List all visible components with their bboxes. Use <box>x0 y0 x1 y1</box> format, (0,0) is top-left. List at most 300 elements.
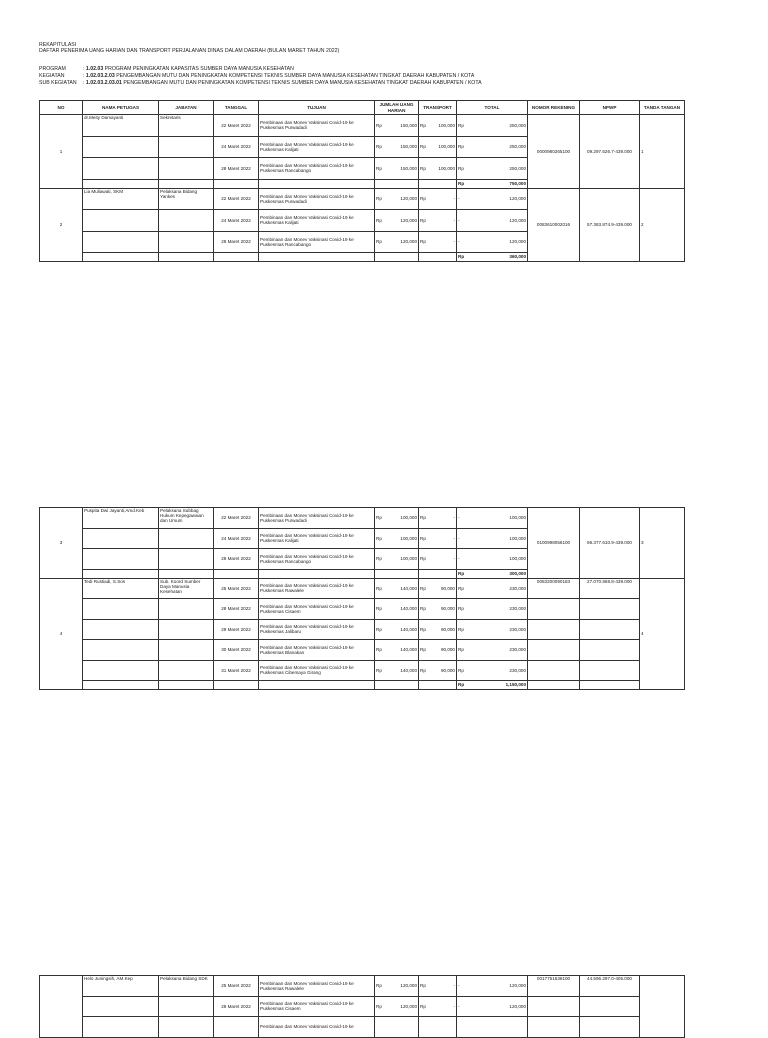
tax-id-npwp <box>580 1017 640 1038</box>
table-row <box>40 578 685 599</box>
position-title <box>159 549 214 570</box>
account-number <box>528 1017 580 1038</box>
position-title: Pelaksana Bidang Yankes <box>159 188 214 210</box>
amount: - <box>453 515 455 521</box>
trip-destination <box>259 253 375 262</box>
trip-destination <box>259 569 375 578</box>
tax-id-npwp <box>580 660 640 681</box>
trip-destination <box>259 179 375 188</box>
account-number <box>528 996 580 1017</box>
trip-date: 25 Maret 2022 <box>214 976 259 997</box>
currency-label: Rp <box>420 122 426 128</box>
currency-label: Rp <box>458 144 464 150</box>
officer-name <box>83 640 159 661</box>
tax-id-npwp: 09.297.526.7-439.000 <box>580 115 640 189</box>
signature-cell: 4 <box>640 578 685 690</box>
amount: 250,000 <box>509 144 526 150</box>
amount: 360,000 <box>509 254 526 260</box>
amount: 120,000 <box>509 196 526 202</box>
meta-label: PROGRAM <box>39 66 66 72</box>
signature-cell: 3 <box>640 508 685 579</box>
amount: 120,000 <box>400 983 417 989</box>
transport-amount <box>419 136 457 158</box>
currency-label: Rp <box>458 606 464 612</box>
amount: - <box>453 535 455 541</box>
trip-destination: Pembinaan dan Monev Vaksinasi Covid-19 ke Puskesmas Purwadadi <box>259 508 375 529</box>
amount: 120,000 <box>509 1003 526 1009</box>
transport-amount <box>419 210 457 232</box>
column-header: JUMLAH UANG HARIAN <box>375 101 419 115</box>
amount: 120,000 <box>509 983 526 989</box>
daily-allowance <box>375 210 419 232</box>
tax-id-npwp <box>580 599 640 620</box>
officer-name <box>83 549 159 570</box>
daily-allowance <box>375 996 419 1017</box>
daily-allowance <box>375 660 419 681</box>
trip-date: 24 Maret 2022 <box>214 528 259 549</box>
position-title <box>159 619 214 640</box>
amount: 90,000 <box>440 606 455 612</box>
trip-date: 29 Maret 2022 <box>214 619 259 640</box>
doc-title: REKAPITULASI <box>39 42 77 48</box>
column-header: TRANSPORT <box>419 101 457 115</box>
amount: 300,000 <box>509 570 526 576</box>
daily-allowance <box>375 253 419 262</box>
amount: 140,000 <box>400 647 417 653</box>
currency-label: Rp <box>458 682 465 688</box>
position-title <box>159 179 214 188</box>
daily-allowance <box>375 136 419 158</box>
amount: 100,000 <box>509 535 526 541</box>
amount: - <box>453 556 455 562</box>
daily-allowance <box>375 599 419 620</box>
amount: 150,000 <box>400 144 417 150</box>
column-header: NPWP <box>580 101 640 115</box>
officer-name <box>83 210 159 232</box>
table-row <box>40 996 685 1017</box>
trip-destination: Pembinaan dan Monev Vaksinasi Covid-19 ke Puskesmas Cisaem <box>259 996 375 1017</box>
subtotal-row <box>40 681 685 690</box>
meta-subkegiatan <box>39 80 482 86</box>
currency-label: Rp <box>458 122 464 128</box>
trip-total <box>457 640 528 661</box>
amount: 140,000 <box>400 667 417 673</box>
transport-amount <box>419 1017 457 1038</box>
meta-sep: : <box>83 73 86 79</box>
currency-label: Rp <box>376 144 382 150</box>
amount: 150,000 <box>400 165 417 171</box>
trip-total <box>457 1017 528 1038</box>
row-number: 4 <box>40 578 83 690</box>
meta-code: 1.02.03 <box>85 66 104 72</box>
account-number: 0000980265100 <box>528 115 580 189</box>
account-number: 0083610002016 <box>528 188 580 262</box>
currency-label: Rp <box>458 570 465 576</box>
subtotal-amount <box>457 253 528 262</box>
trip-total <box>457 976 528 997</box>
tax-id-npwp: 44.596.297.0-405.000 <box>580 976 640 997</box>
daily-allowance <box>375 188 419 210</box>
transport-amount <box>419 578 457 599</box>
tax-id-npwp: 27.070.868.8-439.000 <box>580 578 640 599</box>
row-number: 3 <box>40 508 83 579</box>
account-number: 0083200090183 <box>528 578 580 599</box>
currency-label: Rp <box>420 667 426 673</box>
table-row <box>40 188 685 210</box>
transport-amount <box>419 528 457 549</box>
officer-name <box>83 1017 159 1038</box>
daily-allowance <box>375 619 419 640</box>
transport-amount <box>419 569 457 578</box>
currency-label: Rp <box>420 983 426 989</box>
trip-total <box>457 115 528 137</box>
daily-allowance <box>375 231 419 253</box>
amount: 230,000 <box>509 647 526 653</box>
trip-date: 24 Maret 2022 <box>214 136 259 158</box>
trip-date: 28 Maret 2022 <box>214 599 259 620</box>
daily-allowance <box>375 578 419 599</box>
row-number: 1 <box>40 115 83 189</box>
officer-name: Helo Juningsih, AM.Kep <box>83 976 159 997</box>
currency-label: Rp <box>458 667 464 673</box>
amount: 90,000 <box>440 647 455 653</box>
amount: 100,000 <box>438 144 455 150</box>
amount: 140,000 <box>400 626 417 632</box>
meta-program <box>39 66 294 72</box>
officer-name: Puspita Dwi Jayanti,Amd.Keb <box>83 508 159 529</box>
position-title <box>159 528 214 549</box>
amount: 150,000 <box>400 122 417 128</box>
row-number: 2 <box>40 188 83 262</box>
trip-destination: Pembinaan dan Monev Vaksinasi Covid-19 ke Puskesmas Cisaem <box>259 599 375 620</box>
daily-allowance <box>375 115 419 137</box>
transport-amount <box>419 253 457 262</box>
position-title <box>159 231 214 253</box>
tax-id-npwp <box>580 619 640 640</box>
position-title <box>159 253 214 262</box>
trip-destination: Pembinaan dan Monev Vaksinasi Covid-19 ke Puskesmas Rancabango <box>259 158 375 180</box>
officer-name <box>83 569 159 578</box>
officer-name <box>83 136 159 158</box>
recap-table <box>39 975 685 1038</box>
currency-label: Rp <box>376 515 382 521</box>
daily-allowance <box>375 569 419 578</box>
amount: 140,000 <box>400 606 417 612</box>
amount: 120,000 <box>509 217 526 223</box>
transport-amount <box>419 619 457 640</box>
currency-label: Rp <box>376 626 382 632</box>
daily-allowance <box>375 640 419 661</box>
table-row <box>40 976 685 997</box>
currency-label: Rp <box>420 535 426 541</box>
tax-id-npwp <box>580 681 640 690</box>
currency-label: Rp <box>458 647 464 653</box>
trip-total <box>457 188 528 210</box>
amount: 230,000 <box>509 626 526 632</box>
currency-label: - <box>458 556 460 562</box>
position-title: Pelaksana Bidang SDK <box>159 976 214 997</box>
currency-label: Rp <box>420 217 426 223</box>
transport-amount <box>419 549 457 570</box>
amount: 120,000 <box>400 239 417 245</box>
currency-label: Rp <box>420 196 426 202</box>
meta-label: KEGIATAN <box>39 73 65 79</box>
currency-label: Rp <box>420 606 426 612</box>
officer-name <box>83 660 159 681</box>
officer-name <box>83 681 159 690</box>
currency-label: Rp <box>376 983 382 989</box>
subtotal-amount <box>457 569 528 578</box>
position-title <box>159 599 214 620</box>
meta-sep: : <box>83 66 86 72</box>
position-title <box>159 640 214 661</box>
amount: 100,000 <box>509 556 526 562</box>
position-title: Sub. Koord Sumber Daya Manusia Kesehatan <box>159 578 214 599</box>
meta-code: 1.02.03.2.03 <box>85 73 115 79</box>
trip-date: 22 Maret 2022 <box>214 188 259 210</box>
currency-label: Rp <box>376 556 382 562</box>
transport-amount <box>419 640 457 661</box>
position-title: Pelaksana Subbag Hukum Kepegawaian dan Umum <box>159 508 214 529</box>
column-header: TANDA TANGAN <box>640 101 685 115</box>
trip-date: 22 Maret 2022 <box>214 115 259 137</box>
trip-total <box>457 619 528 640</box>
trip-total <box>457 508 528 529</box>
officer-name <box>83 253 159 262</box>
currency-label: Rp <box>420 165 426 171</box>
tax-id-npwp: 96.377.610.9-439.000 <box>580 508 640 579</box>
daily-allowance <box>375 158 419 180</box>
trip-total <box>457 996 528 1017</box>
column-header: NAMA PETUGAS <box>83 101 159 115</box>
daily-allowance <box>375 681 419 690</box>
amount: 120,000 <box>509 239 526 245</box>
currency-label: Rp <box>376 1003 382 1009</box>
amount: 230,000 <box>509 585 526 591</box>
daily-allowance <box>375 976 419 997</box>
meta-text: PROGRAM PENINGKATAN KAPASITAS SUMBER DAYA MANUSIA KESEHATAN <box>103 66 294 72</box>
column-header: NOMOR REKENING <box>528 101 580 115</box>
account-number <box>528 681 580 690</box>
amount: 140,000 <box>400 585 417 591</box>
transport-amount <box>419 976 457 997</box>
trip-date: 22 Maret 2022 <box>214 508 259 529</box>
trip-date: 28 Maret 2022 <box>214 996 259 1017</box>
currency-label: Rp <box>420 626 426 632</box>
tax-id-npwp: 57.363.874.9-439.000 <box>580 188 640 262</box>
trip-total <box>457 599 528 620</box>
amount: 90,000 <box>440 626 455 632</box>
amount: 750,000 <box>509 180 526 186</box>
currency-label: Rp <box>458 180 465 186</box>
officer-name: Tedi Rustiadi, S.Sos <box>83 578 159 599</box>
meta-kegiatan <box>39 73 474 79</box>
column-header: TOTAL <box>457 101 528 115</box>
position-title <box>159 660 214 681</box>
officer-name <box>83 158 159 180</box>
currency-label: Rp <box>420 239 426 245</box>
account-number: 0017751638100 <box>528 976 580 997</box>
transport-amount <box>419 115 457 137</box>
officer-name <box>83 231 159 253</box>
trip-destination: Pembinaan dan Monev Vaksinasi Covid-19 ke Puskesmas Rancabango <box>259 549 375 570</box>
currency-label: Rp <box>376 647 382 653</box>
amount: - <box>453 239 455 245</box>
amount: 250,000 <box>509 122 526 128</box>
daily-allowance <box>375 549 419 570</box>
trip-destination: Pembinaan dan Monev Vaksinasi Covid-19 ke Puskesmas Kalijati <box>259 210 375 232</box>
tax-id-npwp <box>580 996 640 1017</box>
trip-total <box>457 528 528 549</box>
currency-label: - <box>458 983 460 989</box>
position-title <box>159 210 214 232</box>
officer-name: dr.Meity Damayanti <box>83 115 159 137</box>
transport-amount <box>419 681 457 690</box>
officer-name <box>83 179 159 188</box>
amount: - <box>453 1003 455 1009</box>
amount: - <box>453 196 455 202</box>
amount: 120,000 <box>400 217 417 223</box>
trip-destination: Pembinaan dan Monev Vaksinasi Covid-19 ke <box>259 1017 375 1038</box>
trip-total <box>457 660 528 681</box>
amount: 100,000 <box>400 515 417 521</box>
transport-amount <box>419 231 457 253</box>
position-title <box>159 996 214 1017</box>
trip-destination: Pembinaan dan Monev Vaksinasi Covid-19 ke Puskesmas Rawalele <box>259 976 375 997</box>
amount: - <box>453 217 455 223</box>
column-header: JABATAN <box>159 101 214 115</box>
officer-name <box>83 528 159 549</box>
daily-allowance <box>375 528 419 549</box>
meta-label: SUB KEGIATAN <box>39 80 77 86</box>
trip-date <box>214 179 259 188</box>
amount: 90,000 <box>440 667 455 673</box>
currency-label: Rp <box>420 647 426 653</box>
trip-date: 28 Maret 2022 <box>214 549 259 570</box>
trip-destination: Pembinaan dan Monev Vaksinasi Covid-19 ke Puskesmas Kalijati <box>259 528 375 549</box>
currency-label: Rp <box>376 239 382 245</box>
amount: 230,000 <box>509 667 526 673</box>
table-row <box>40 1017 685 1038</box>
currency-label: - <box>458 1003 460 1009</box>
trip-destination: Pembinaan dan Monev Vaksinasi Covid-19 ke Puskesmas Jalibaru <box>259 619 375 640</box>
transport-amount <box>419 158 457 180</box>
column-header: TUJUAN <box>259 101 375 115</box>
trip-destination: Pembinaan dan Monev Vaksinasi Covid-19 ke Puskesmas Rancabango <box>259 231 375 253</box>
officer-name <box>83 996 159 1017</box>
currency-label: Rp <box>420 515 426 521</box>
position-title: Sekretaris <box>159 115 214 137</box>
currency-label: Rp <box>458 165 464 171</box>
currency-label: Rp <box>376 667 382 673</box>
trip-date <box>214 1017 259 1038</box>
recap-table <box>39 100 685 262</box>
signature-cell <box>640 976 685 1038</box>
daily-allowance <box>375 1017 419 1038</box>
amount: 120,000 <box>400 1003 417 1009</box>
table-row <box>40 640 685 661</box>
trip-total <box>457 158 528 180</box>
column-header: NO <box>40 101 83 115</box>
trip-total <box>457 231 528 253</box>
meta-sep: : <box>83 80 86 86</box>
trip-total <box>457 136 528 158</box>
amount: 1,150,000 <box>505 682 526 688</box>
amount: 100,000 <box>400 556 417 562</box>
trip-date: 28 Maret 2022 <box>214 231 259 253</box>
officer-name <box>83 619 159 640</box>
amount: 100,000 <box>438 165 455 171</box>
amount: 100,000 <box>400 535 417 541</box>
account-number <box>528 660 580 681</box>
position-title <box>159 1017 214 1038</box>
currency-label: Rp <box>420 144 426 150</box>
position-title <box>159 681 214 690</box>
account-number <box>528 619 580 640</box>
transport-amount <box>419 599 457 620</box>
trip-destination: Pembinaan dan Monev Vaksinasi Covid-19 ke Puskesmas Cibemaya Girang <box>259 660 375 681</box>
currency-label: Rp <box>420 556 426 562</box>
officer-name <box>83 599 159 620</box>
table-row <box>40 599 685 620</box>
trip-total <box>457 549 528 570</box>
amount: 120,000 <box>400 196 417 202</box>
table-row <box>40 619 685 640</box>
currency-label: Rp <box>376 217 382 223</box>
currency-label: - <box>458 535 460 541</box>
amount: 100,000 <box>438 122 455 128</box>
account-number: 0100998056100 <box>528 508 580 579</box>
trip-date: 24 Maret 2022 <box>214 210 259 232</box>
table-row <box>40 660 685 681</box>
currency-label: Rp <box>458 254 465 260</box>
signature-cell: 1 <box>640 115 685 189</box>
trip-total <box>457 578 528 599</box>
meta-text: PENGEMBANGAN MUTU DAN PENINGKATAN KOMPETENSI TEKNIS SUMBER DAYA MANUSIA KESEHATAN TINGKAT DAERAH KABUPATEN / KOTA <box>121 80 482 86</box>
currency-label: Rp <box>376 585 382 591</box>
currency-label: Rp <box>458 626 464 632</box>
trip-destination: Pembinaan dan Monev Vaksinasi Covid-19 ke Puskesmas Rawalele <box>259 578 375 599</box>
trip-destination <box>259 681 375 690</box>
transport-amount <box>419 996 457 1017</box>
trip-destination: Pembinaan dan Monev Vaksinasi Covid-19 ke Puskesmas Purwadadi <box>259 115 375 137</box>
currency-label: Rp <box>376 196 382 202</box>
trip-destination: Pembinaan dan Monev Vaksinasi Covid-19 ke Puskesmas Kalijati <box>259 136 375 158</box>
trip-total <box>457 210 528 232</box>
signature-cell: 2 <box>640 188 685 262</box>
meta-text: PENGEMBANGAN MUTU DAN PENINGKATAN KOMPETENSI TEKNIS SUMBER DAYA MANUSIA KESEHATAN TINGKAT DAERAH KABUPATEN / KOTA <box>114 73 475 79</box>
transport-amount <box>419 660 457 681</box>
transport-amount <box>419 179 457 188</box>
officer-name: Lia Muliawati, SKM <box>83 188 159 210</box>
subtotal-amount <box>457 681 528 690</box>
row-number <box>40 976 83 1038</box>
currency-label: Rp <box>376 122 382 128</box>
amount: 250,000 <box>509 165 526 171</box>
daily-allowance <box>375 179 419 188</box>
position-title <box>159 136 214 158</box>
transport-amount <box>419 508 457 529</box>
trip-destination: Pembinaan dan Monev Vaksinasi Covid-19 ke Puskesmas Blanakan <box>259 640 375 661</box>
table-row <box>40 115 685 137</box>
currency-label: Rp <box>376 535 382 541</box>
table-row <box>40 508 685 529</box>
trip-date <box>214 569 259 578</box>
column-header: TANGGAL <box>214 101 259 115</box>
trip-date: 30 Maret 2022 <box>214 640 259 661</box>
position-title <box>159 569 214 578</box>
recap-table <box>39 507 685 690</box>
